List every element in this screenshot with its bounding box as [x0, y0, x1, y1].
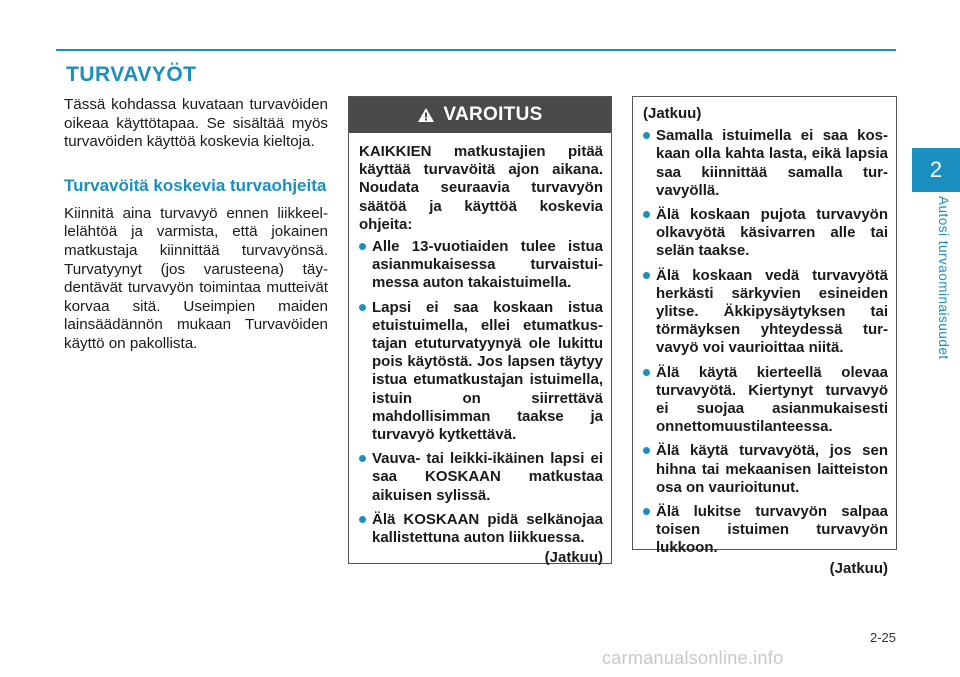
continued-header: (Jatkuu): [643, 105, 702, 122]
continued-item: Älä lukitse turvavyön salpaa toisen istuimen turvavyön lukkoon.: [643, 503, 888, 558]
bullet-icon: [643, 211, 650, 218]
continued-box: [632, 96, 897, 577]
bullet-icon: [643, 447, 650, 454]
warning-continued: (Jatkuu): [544, 549, 603, 567]
section-title: TURVAVYÖT: [66, 63, 197, 86]
chapter-tab: 2: [912, 148, 960, 192]
continued-item: Älä koskaan pujota turvavyön olkavyötä käsivarren alle tai selän taakse.: [643, 206, 888, 261]
page-number: 2-25: [869, 630, 896, 645]
intro-body: Kiinnitä aina turvavyö ennen liikkeellelähtöä ja varmista, että jokainen matkustaja kiinnittää turvavyönsä. Turvatyynyt (jos varusteena) täydentävät turvavyön toimintaa mutteivät korvaa sitä. Useimpien maiden lainsäädännön mukaan Turvavöiden käyttö on pakollista.: [64, 204, 328, 352]
continued-item: Älä käytä kierteellä olevaa turvavyötä. Kiertynyt turvavyö ei suojaa asianmukaisesti onnettomuustilanteessa.: [643, 364, 888, 437]
continued-item: Samalla istuimella ei saa koskaan olla kahta lasta, eikä lapsia saa kiinnittää samalla turvavyöllä.: [643, 127, 888, 200]
warning-item: Vauva- tai leikki-ikäinen lapsi ei saa KOSKAAN matkustaa aikuisen sylissä.: [359, 450, 603, 505]
bullet-icon: [359, 304, 366, 311]
bullet-icon: [643, 132, 650, 139]
continued-item: Älä koskaan vedä turvavyötä herkästi särkyvien esineiden ylitse. Äkkipysäytyksen tai törmäyksen yhteydessä turvavyö voi vaurioittaa niitä.: [643, 267, 888, 358]
warning-item: Älä KOSKAAN pidä selkänojaa kallistettuna auton liikkuessa.: [359, 511, 603, 547]
warning-header: [349, 97, 611, 133]
warning-triangle-icon: [417, 107, 435, 123]
intro-subheading: Turvavöitä koskevia turvaohjeita: [64, 175, 327, 195]
bullet-icon: [643, 272, 650, 279]
continued-body: [633, 97, 896, 578]
warning-list: [359, 238, 603, 547]
top-rule: [56, 49, 896, 51]
intro-column: [64, 96, 328, 354]
bullet-icon: [643, 369, 650, 376]
continued-list: [643, 127, 888, 557]
warning-header-label: VAROITUS: [443, 104, 543, 125]
warning-body: [349, 133, 611, 567]
warning-box: [348, 96, 612, 567]
watermark: carmanualsonline.info: [602, 648, 784, 668]
continued-item: Älä käytä turvavyötä, jos sen hihna tai mekaanisen laitteiston osa on vaurioitunut.: [643, 442, 888, 497]
warning-intro: KAIKKIEN matkustajien pitää käyttää turvavöitä ajon aikana. Noudata seuraavia turvavyön säätöä ja käyttöä koskevia ohjeita:: [359, 143, 603, 233]
bullet-icon: [643, 508, 650, 515]
continued-end: (Jatkuu): [829, 559, 888, 577]
warning-item: Alle 13-vuotiaiden tulee istua asianmukaisessa turvaistuimessa auton takaistuimella.: [359, 238, 603, 293]
warning-item: Lapsi ei saa koskaan istua etuistuimella, ellei etumatkustajan etuturvatyynyä ole lukittu pois käytöstä. Jos lapsen täytyy istua etumatkustajan istuimella, istuin on siirrettävä mahdollisimman taakse ja turvavyö kytkettävä.: [359, 299, 603, 445]
bullet-icon: [359, 243, 366, 250]
bullet-icon: [359, 455, 366, 462]
chapter-title: Autosi turvaominaisuudet: [936, 196, 951, 360]
intro-paragraph: Tässä kohdassa kuvataan turvavöiden oikeaa käyttötapaa. Se sisältää myös turvavöiden käyttöä koskevia kieltoja.: [64, 96, 328, 151]
bullet-icon: [359, 516, 366, 523]
